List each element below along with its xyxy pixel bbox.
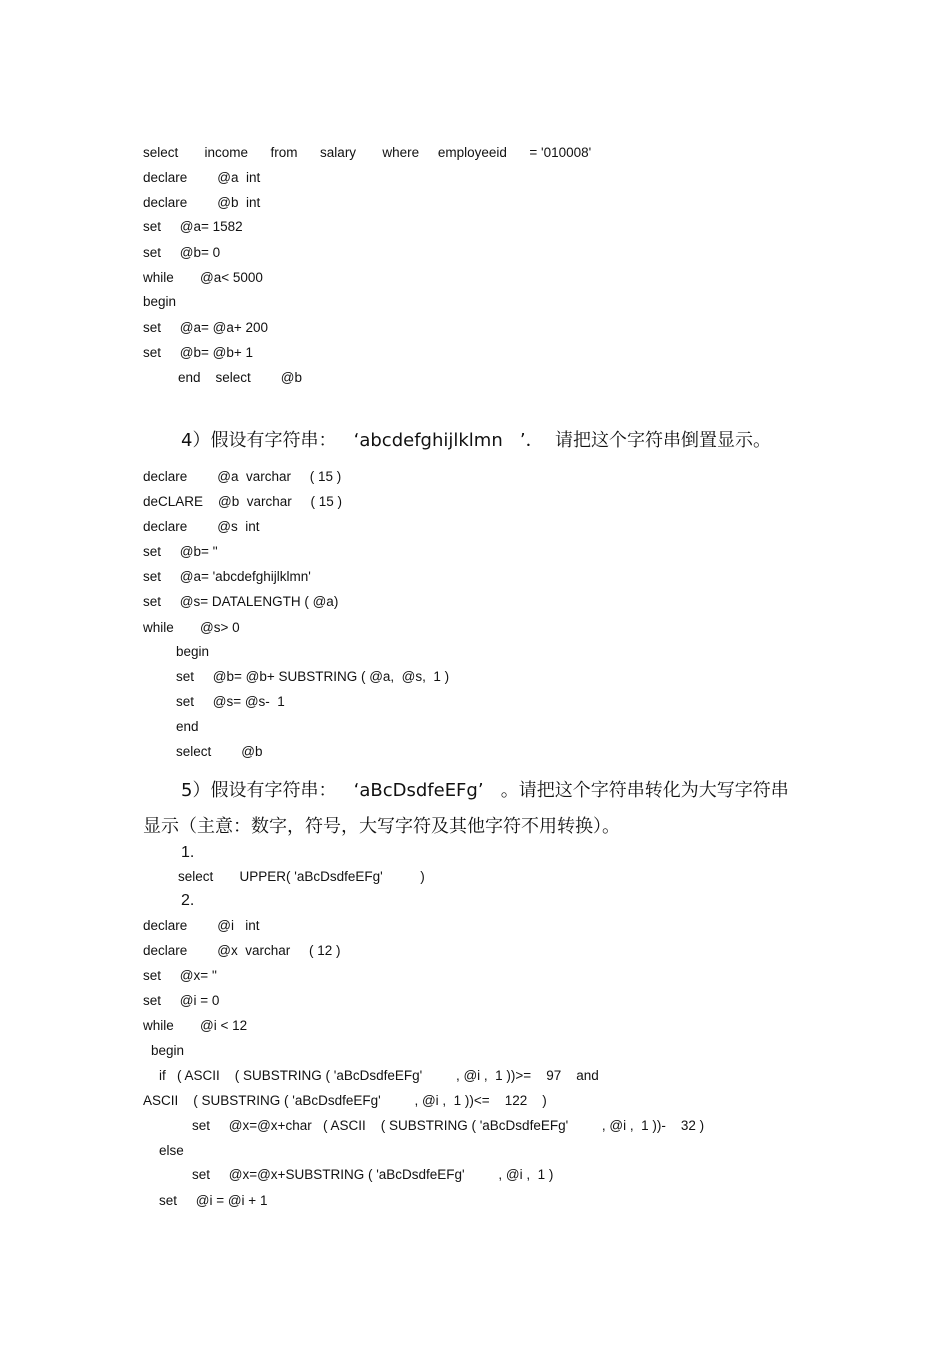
code-line: set @x= ''	[143, 968, 218, 983]
code-line: set @i = @i + 1	[159, 1193, 268, 1208]
code-line: while @a< 5000	[143, 270, 263, 285]
code-line: set @b= @b+ 1	[143, 345, 253, 360]
code-line: set @s= @s- 1	[176, 694, 285, 709]
list-number: 2.	[181, 892, 195, 909]
code-line: set @a= 'abcdefghijlklmn'	[143, 569, 311, 584]
code-line: set @x=@x+char ( ASCII ( SUBSTRING ( 'aBcDsdfeEFg' , @i , 1 ))- 32 )	[192, 1118, 705, 1133]
list-number: 1.	[181, 844, 195, 861]
code-line: set @b= 0	[143, 245, 221, 260]
code-line: declare @s int	[143, 519, 260, 534]
code-line: while @i < 12	[143, 1018, 248, 1033]
code-line: declare @a int	[143, 170, 261, 185]
code-line: set @x=@x+SUBSTRING ( 'aBcDsdfeEFg' , @i , 1 )	[192, 1167, 554, 1182]
code-line: set @i = 0	[143, 993, 220, 1008]
code-line: ASCII ( SUBSTRING ( 'aBcDsdfeEFg' , @i , 1 ))<= 122 )	[143, 1093, 547, 1108]
section-heading-4: 4）假设有字符串： ‘abcdefghijlklmn ’． 请把这个字符串倒置显示。	[181, 430, 772, 451]
code-line: deCLARE @b varchar ( 15 )	[143, 494, 343, 509]
code-line: set @b= @b+ SUBSTRING ( @a, @s, 1 )	[176, 669, 450, 684]
section-text: 显示（主意：数字，符号，大写字符及其他字符不用转换）。	[143, 816, 620, 837]
code-line: select UPPER( 'aBcDsdfeEFg' )	[178, 869, 425, 884]
code-line: select @b	[176, 744, 263, 759]
code-line: select income from salary where employeeid = '010008'	[143, 145, 592, 160]
code-line: else	[159, 1143, 184, 1158]
code-line: end	[176, 719, 199, 734]
code-line: declare @x varchar ( 12 )	[143, 943, 341, 958]
code-line: set @a= @a+ 200	[143, 320, 268, 335]
code-line: declare @i int	[143, 918, 260, 933]
code-line: set @a= 1582	[143, 219, 243, 234]
code-line: set @s= DATALENGTH ( @a)	[143, 594, 339, 609]
code-line: end select @b	[178, 370, 303, 385]
section-heading-5: 5）假设有字符串： ‘aBcDsdfeEFg’ 。请把这个字符串转化为大写字符串	[181, 780, 789, 801]
code-line: if ( ASCII ( SUBSTRING ( 'aBcDsdfeEFg' , @i , 1 ))>= 97 and	[159, 1068, 599, 1083]
code-line: while @s> 0	[143, 620, 240, 635]
code-line: declare @b int	[143, 195, 261, 210]
code-line: begin	[143, 294, 177, 309]
code-line: begin	[151, 1043, 185, 1058]
code-line: begin	[176, 644, 210, 659]
code-line: set @b= ''	[143, 544, 218, 559]
code-line: declare @a varchar ( 15 )	[143, 469, 342, 484]
